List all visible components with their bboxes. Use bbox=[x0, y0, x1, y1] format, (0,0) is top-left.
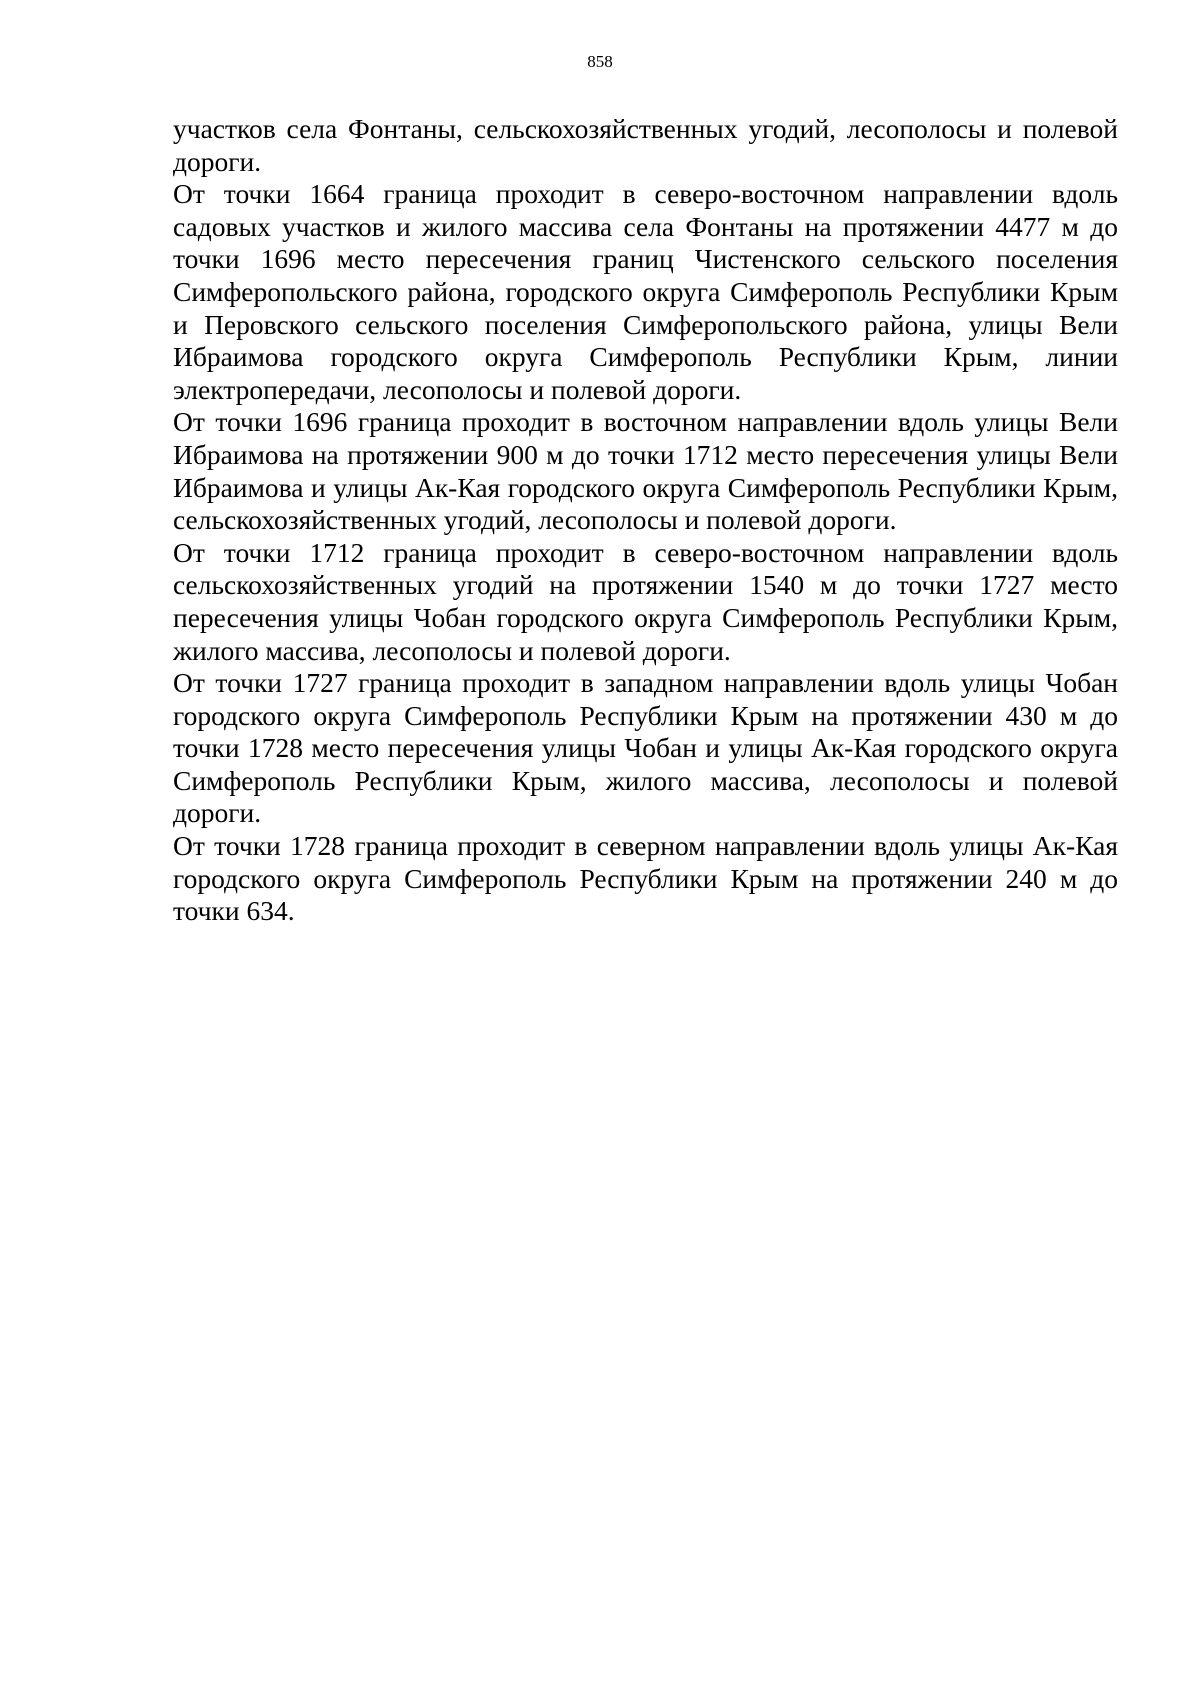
paragraph-4: От точки 1712 граница проходит в северо-восточном направлении вдоль сельскохозяйственных угодий на протяжении 1540 м до точки 1727 место пересечения улицы Чобан городского округа Симферополь Республики Крым, жилого массива, лесополосы и полевой дороги. bbox=[173, 536, 1118, 666]
paragraph-1: участков села Фонтаны, сельскохозяйственных угодий, лесополосы и полевой дороги. bbox=[173, 113, 1118, 177]
page-number: 858 bbox=[587, 52, 613, 71]
paragraph-3: От точки 1696 граница проходит в восточном направлении вдоль улицы Вели Ибраимова на протяжении 900 м до точки 1712 место пересечения улицы Вели Ибраимова и улицы Ак-Кая городского округа Симферополь Республики Крым, сельскохозяйственных угодий, лесополосы и полевой дороги. bbox=[173, 406, 1118, 536]
paragraph-5: От точки 1727 граница проходит в западном направлении вдоль улицы Чобан городского округа Симферополь Республики Крым на протяжении 430 м до точки 1728 место пересечения улицы Чобан и улицы Ак-Кая городского округа Симферополь Республики Крым, жилого массива, лесополосы и полевой дороги. bbox=[173, 667, 1118, 829]
paragraph-6: От точки 1728 граница проходит в северном направлении вдоль улицы Ак-Кая городского округа Симферополь Республики Крым на протяжении 240 м до точки 634. bbox=[173, 830, 1118, 927]
paragraph-2: От точки 1664 граница проходит в северо-восточном направлении вдоль садовых участков и жилого массива села Фонтаны на протяжении 4477 м до точки 1696 место пересечения границ Чистенского сельского поселения Симферопольского района, городского округа Симферополь Республики Крым и Перовского сельского поселения Симферопольского района, улицы Вели Ибраимова городского округа Симферополь Республики Крым, линии электропередачи, лесополосы и полевой дороги. bbox=[173, 178, 1118, 405]
document-body bbox=[173, 113, 1118, 928]
